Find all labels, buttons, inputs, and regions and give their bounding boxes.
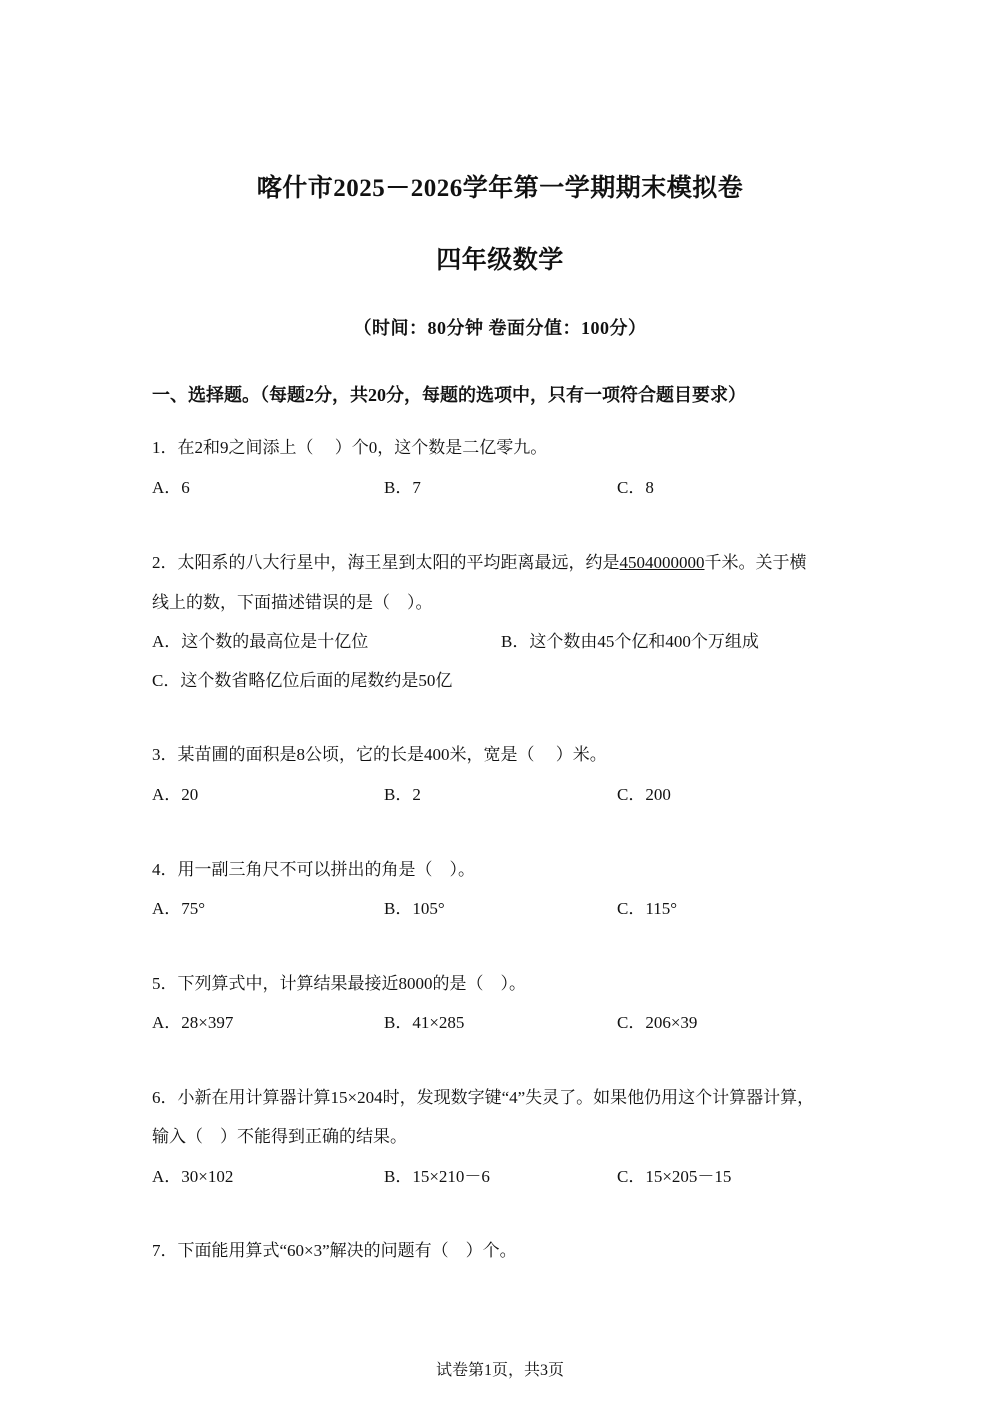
question-2-text-post: 千米。关于横 <box>704 553 807 572</box>
section-heading: 一、选择题。（每题2分，共20分，每题的选项中，只有一项符合题目要求） <box>152 385 746 405</box>
option-b: B．7 <box>384 478 421 497</box>
option-a: A．6 <box>152 478 190 497</box>
option-a: A．30×102 <box>152 1167 234 1186</box>
option-b: B．15×210－6 <box>384 1167 490 1186</box>
question-6-text: 6．小新在用计算器计算15×204时，发现数字键“4”失灵了。如果他仍用这个计算器计算， <box>152 1088 815 1107</box>
question-5-text: 5．下列算式中，计算结果最接近8000的是（ ）。 <box>152 974 526 993</box>
option-c: C．200 <box>617 785 671 804</box>
option-c: C．15×205－15 <box>617 1167 732 1186</box>
option-c: C．206×39 <box>617 1013 698 1032</box>
option-b: B．这个数由45个亿和400个万组成 <box>501 632 759 651</box>
question-4-text: 4．用一副三角尺不可以拼出的角是（ ）。 <box>152 860 475 879</box>
option-b: B．105° <box>384 899 445 918</box>
option-c: C．115° <box>617 899 678 918</box>
underlined-number: 4504000000 <box>619 553 705 572</box>
option-a: A．75° <box>152 899 206 918</box>
option-b: B．2 <box>384 785 421 804</box>
exam-subtitle: 四年级数学 <box>436 247 564 274</box>
question-2-text-line2: 线上的数，下面描述错误的是（ ）。 <box>152 593 433 612</box>
question-6-text-line2: 输入（ ）不能得到正确的结果。 <box>152 1127 407 1146</box>
question-2-text-pre: 2．太阳系的八大行星中，海王星到太阳的平均距离最远，约是 <box>152 553 620 572</box>
question-2-text <box>152 543 852 583</box>
option-a: A．20 <box>152 785 199 804</box>
option-a: A．这个数的最高位是十亿位 <box>152 632 369 651</box>
option-c: C．这个数省略亿位后面的尾数约是50亿 <box>152 671 453 690</box>
option-b: B．41×285 <box>384 1013 465 1032</box>
exam-title: 喀什市2025－2026学年第一学期期末模拟卷 <box>256 175 744 202</box>
option-a: A．28×397 <box>152 1013 234 1032</box>
exam-info: （时间：80分钟 卷面分值：100分） <box>353 318 647 338</box>
question-7-text: 7．下面能用算式“60×3”解决的问题有（ ）个。 <box>152 1241 517 1260</box>
question-1-text: 1．在2和9之间添上（ ）个0，这个数是二亿零九。 <box>152 438 548 457</box>
page-footer: 试卷第1页，共3页 <box>435 1362 564 1379</box>
option-c: C．8 <box>617 478 654 497</box>
question-3-text: 3．某苗圃的面积是8公顷，它的长是400米，宽是（ ）米。 <box>152 745 607 764</box>
